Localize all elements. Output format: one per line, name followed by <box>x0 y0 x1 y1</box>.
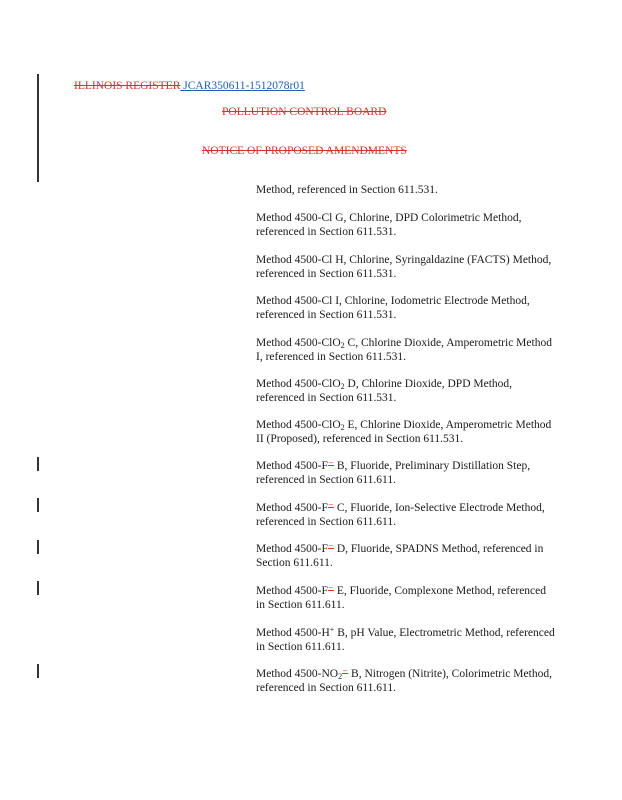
list-item: Method 4500-ClO$_2$ E, Chlorine Dioxide, Amperometric Method II (Proposed), referenced in Section 611.531. <box>256 419 552 445</box>
register-inserted-text: JCAR350611-1512078r01 <box>180 80 305 92</box>
list-item: Method 4500-F⁻ B, Fluoride, Preliminary Distillation Step, referenced in Section 611.611. <box>256 460 531 486</box>
list-item: Method 4500-ClO$_2$ D, Chlorine Dioxide, DPD Method, referenced in Section 611.531. <box>256 378 513 404</box>
notice-title: NOTICE OF PROPOSED AMENDMENTS <box>202 145 407 157</box>
list-item: Method $4500-NO_2^-$ B, Nitrogen (Nitrite), Colorimetric Method, referenced in Section 611.611. <box>256 668 552 694</box>
board-title: POLLUTION CONTROL BOARD <box>222 106 387 118</box>
change-bar <box>37 540 39 554</box>
register-header <box>74 80 305 92</box>
change-bar <box>37 581 39 595</box>
change-bar <box>37 498 39 512</box>
list-item: Method 4500-F⁻ C, Fluoride, Ion-Selective Electrode Method, referenced in Section 611.611. <box>256 502 545 528</box>
change-bar <box>37 457 39 471</box>
list-item: Method 4500-ClO$_2$ C, Chlorine Dioxide, Amperometric Method I, referenced in Section 611.531. <box>256 337 552 363</box>
register-deleted-text: ILLINOIS REGISTER <box>74 80 181 92</box>
list-item: Method 4500-F⁻ D, Fluoride, SPADNS Method, referenced in Section 611.611. <box>256 543 544 569</box>
list-item: Method 4500-Cl G, Chlorine, DPD Colorimetric Method, referenced in Section 611.531. <box>256 212 522 238</box>
list-item: Method 4500-F⁻ E, Fluoride, Complexone Method, referenced in Section 611.611. <box>256 585 547 611</box>
list-item: Method, referenced in Section 611.531. <box>256 184 438 196</box>
list-item: Method 4500-Cl I, Chlorine, Iodometric Electrode Method, referenced in Section 611.531. <box>256 295 530 321</box>
change-bar <box>37 664 39 678</box>
change-bar-header <box>37 74 39 182</box>
list-item: Method 4500-H+ B, pH Value, Electrometric Method, referenced in Section 611.611. <box>256 625 555 653</box>
list-item: Method 4500-Cl H, Chlorine, Syringaldazine (FACTS) Method, referenced in Section 611.531. <box>256 254 552 280</box>
